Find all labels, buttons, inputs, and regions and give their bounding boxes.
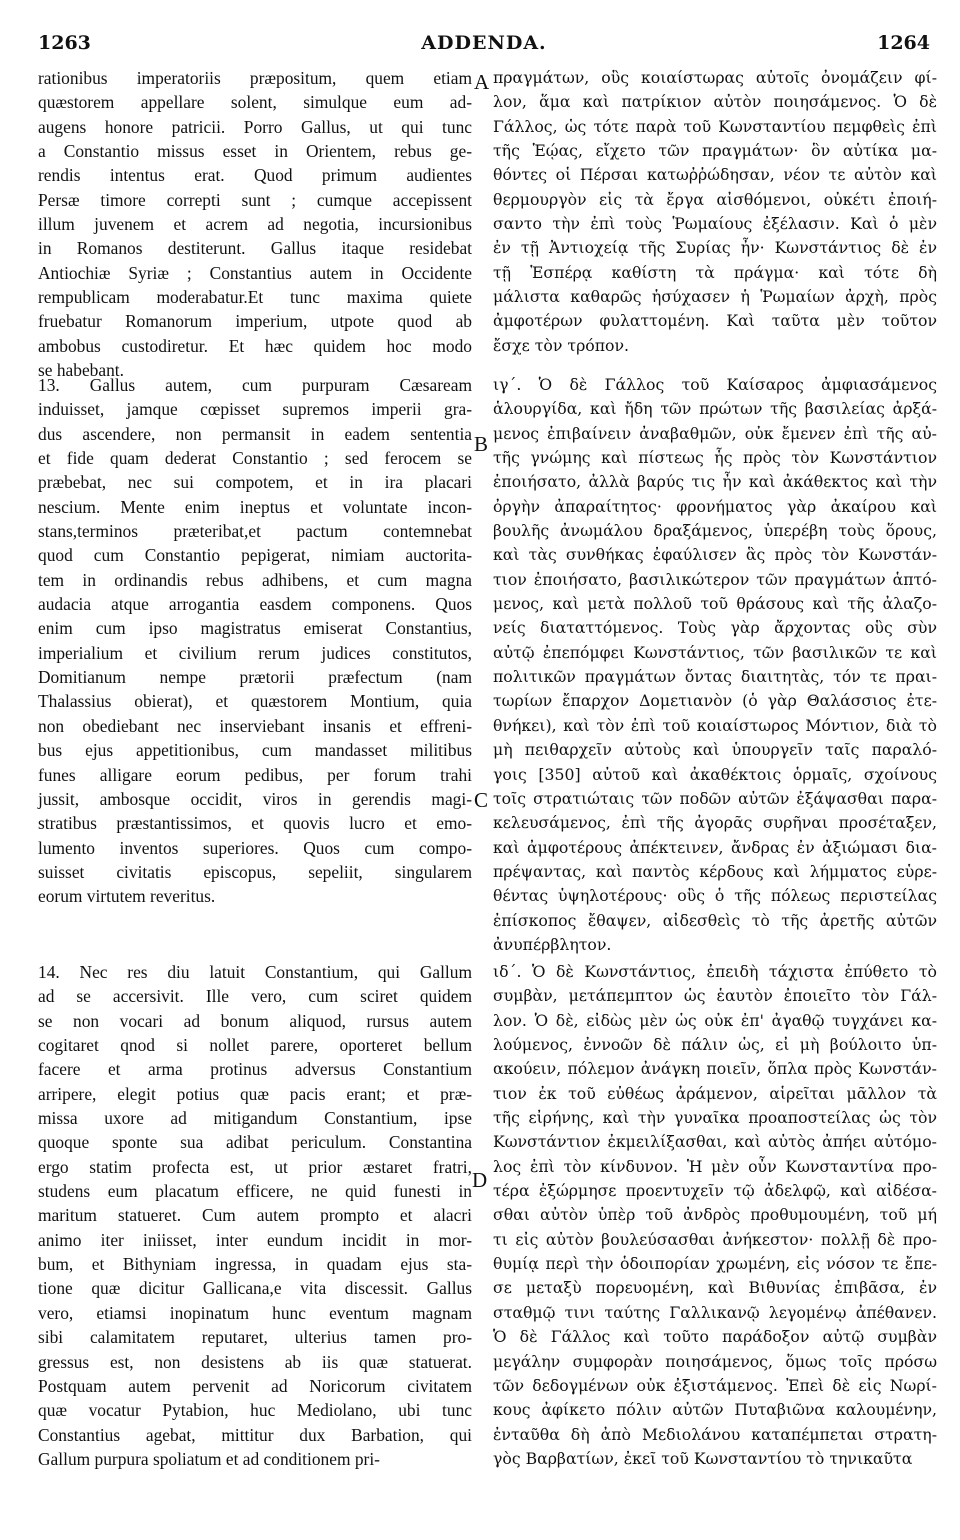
page-header — [38, 32, 930, 58]
latin-line: gressus est, non desistens ab iis quæ statuerat. — [38, 1351, 472, 1372]
latin-line: Constantius agebat, mittitur dux Barbation, qui — [38, 1424, 472, 1445]
greek-line: λούμενος, ἐννοῶν δὲ πάλιν ὡς, εἰ μὴ βούλοιτο ὑπ- — [493, 1035, 937, 1055]
greek-line: ιγ´. Ὁ δὲ Γάλλος τοῦ Καίσαρος ἀμφιασάμενος — [493, 375, 937, 394]
greek-line: τῇ Ἑσπέρᾳ καθίστη τὰ πράγμα· καὶ τότε δὴ — [493, 262, 937, 282]
greek-line: τιον ἐκ τοῦ εὐθέως ἀράμενον, αἱρεῖται μᾶλλον τὰ — [493, 1083, 937, 1103]
greek-line: τωρίων ἔπαρχον Δομετιανὸν (ὁ γὰρ Θαλάσσιος ἐτε- — [493, 691, 937, 711]
greek-line: λον, ἅμα καὶ πατρίκιον αὐτὸν ποιησάμενος. Ὁ δὲ — [493, 92, 937, 112]
latin-line: jussit, ambosque occidit, viros in gerendis magi- — [38, 788, 472, 809]
latin-line: stans,terminos præteribat,et pactum contemnebat — [38, 521, 472, 542]
latin-line: tem in ordinandis rebus adhibens, et cum magna — [38, 569, 472, 590]
greek-line: μενος, καὶ μετὰ πολλοῦ τοῦ θράσους καὶ τῆς ἀλαζο- — [493, 594, 937, 614]
latin-line: fruebatur Romanorum imperium, utpote quod ab — [38, 311, 472, 332]
latin-line: missa uxore ad mitigandum Constantium, ipse — [38, 1108, 472, 1129]
latin-line: ambobus custodiretur. Et hæc quidem hoc modo — [38, 335, 472, 356]
latin-line: arripere, elegit potius quæ pacis erant; et præ- — [38, 1083, 472, 1104]
greek-column-block-1 — [493, 66, 937, 358]
greek-line: ἐν τῇ Ἀντιοχείᾳ τῆς Συρίας ἦν· Κωνστάντιος δὲ ἐν — [493, 238, 937, 258]
latin-line: sibi calamitatem reputaret, ulterius tamen pro- — [38, 1327, 472, 1348]
latin-line: dus ascendere, non permansit in eadem sententia — [38, 423, 472, 444]
latin-line: cogitaret qnod si nollet parere, oporteret bellum — [38, 1035, 472, 1056]
latin-line: Gallum purpura spoliatum et ad conditionem pri- — [38, 1448, 380, 1469]
greek-line: ἀμφοτέρων φυλαττομένη. Καὶ ταῦτα μὲν τοῦτον — [493, 311, 937, 331]
latin-line: funes alligare eorum pedibus, per forum trahi — [38, 764, 472, 785]
greek-line: θόντες οἱ Πέρσαι κατωῤῥώδησαν, νέον τε αὐτὸν καὶ — [493, 165, 937, 185]
latin-line: se non vocari ad bonum aliquod, rursus autem — [38, 1010, 472, 1031]
latin-line: eorum virtutem reveritus. — [38, 886, 216, 907]
latin-column-block-1 — [38, 66, 472, 382]
greek-line: πραγμάτων, οὓς κοιαίστωρας αὐτοῖς ὀνομάζειν φί- — [493, 68, 937, 87]
latin-line: illum juvenem et acrem ad negotia, incursionibus — [38, 214, 472, 235]
latin-line: Postquam autem pervenit ad Noricorum civitatem — [38, 1375, 472, 1396]
greek-line: Γάλλος, ὡς τότε παρὰ τοῦ Κωνσταντίου πεμφθεὶς ἐπὶ — [493, 116, 937, 136]
greek-line: καὶ τὰς συνθήκας ἐφαύλισεν ἃς πρὸς τὸν Κωνστάν- — [493, 545, 937, 565]
latin-line: nescium. Mente enim ineptus et voluntate incon- — [38, 496, 472, 517]
greek-column-block-2 — [493, 373, 937, 957]
greek-line: θέντας ὑψηλοτέρους· οὓς ὁ τῆς πόλεως περιστείλας — [493, 886, 937, 906]
greek-line: μὴ πειθαρχεῖν αὐτοὺς καὶ ὑπουργεῖν ταῖς παραλό- — [493, 740, 937, 760]
latin-line: ad se accersivit. Ille vero, cum sciret quidem — [38, 986, 472, 1007]
greek-line: τῶν δεδογμένων οὐκ ἐξιστάμενος. Ἐπεὶ δὲ εἰς Νωρί- — [493, 1375, 937, 1395]
latin-line: induisset, jamque cœpisset supremos imperii gra- — [38, 399, 472, 420]
greek-line: ἐποιήσατο, ἀλλὰ βαρύς τις ἦν καὶ ἀκάθεκτος καὶ τὴν — [493, 472, 937, 492]
margin-marker-a: A — [474, 70, 490, 94]
latin-line: 13. Gallus autem, cum purpuram Cæsaream — [38, 375, 472, 395]
greek-line: θερμουργὸν εἰς τὰ ἔργα αἰσθόμενοι, οὐκέτι ἐποιή- — [493, 189, 937, 209]
latin-line: rationibus imperatoriis præpositum, quem etiam — [38, 68, 472, 88]
greek-line: βουλῆς ἀνωμάλου δραξάμενος, ὑπερέβη τοὺς ὅρους, — [493, 521, 937, 541]
latin-line: enim cum ipso magistratus emiserat Constantius, — [38, 618, 472, 639]
running-title: ADDENDA. — [421, 32, 547, 54]
greek-line: τοῖς στρατιώταις τῶν ποδῶν αὐτῶν ἐξάψασθαι παρα- — [493, 788, 937, 808]
greek-line: νείς διαταττόμενος. Τοὺς γὰρ ἄρχοντας οὓς σὺν — [493, 618, 937, 638]
greek-line: ἐνταῦθα δὴ ἀπὸ Μεδιολάνου καταπέμπεται στρατη- — [493, 1424, 937, 1444]
latin-line: Persæ timore correpti sunt ; cumque accepissent — [38, 189, 472, 210]
greek-line: τέρα ἐξώρμησε προεντυχεῖν τῷ ἀδελφῷ, καὶ αἰδέσα- — [493, 1181, 937, 1201]
latin-line: 14. Nec res diu latuit Constantium, qui Gallum — [38, 962, 472, 982]
greek-line: κους ἀφίκετο πόλιν αὐτῶν Πυταβιῶνα καλουμένην, — [493, 1400, 937, 1420]
greek-line: τῆς εἰρήνης, καὶ τὴν γυναῖκα προαποστείλας ὡς τὸν — [493, 1108, 937, 1128]
greek-line: συμβὰν, μετάπεμπτον ὡς ἑαυτὸν ἐποιεῖτο τὸν Γάλ- — [493, 986, 937, 1006]
latin-line: maritum statueret. Cum autem prompto et alacri — [38, 1205, 472, 1226]
latin-line: Thalassius obierat), et quæstorem Montium, quia — [38, 691, 472, 712]
margin-marker-c: C — [474, 788, 489, 812]
latin-line: non obediebant nec inserviebant insanis et effreni- — [38, 715, 472, 736]
greek-line: αὐτῷ ἐπεπόμφει Κωνστάντιος, τῶν βασιλικῶν τε καὶ — [493, 642, 937, 662]
page-number-right: 1264 — [877, 32, 930, 54]
greek-line: ιδ´. Ὁ δὲ Κωνστάντιος, ἐπειδὴ τάχιστα ἐπύθετο τὸ — [493, 962, 937, 981]
greek-line: θυμίᾳ περὶ τὴν ὁδοιπορίαν χρωμένη, εἰς νόσον τε ἔπε- — [493, 1254, 937, 1274]
greek-line: ὀργὴν ἀπαραίτητος· φρονήματος γὰρ ἀκαίρου καὶ — [493, 496, 937, 516]
page-number-left: 1263 — [38, 32, 91, 54]
greek-line: θνήκει), καὶ τὸν ἐπὶ τοῦ κοιαίστωρος Μόντιον, διὰ τὸ — [493, 715, 937, 735]
latin-line: in Romanos destiterunt. Gallus itaque residebat — [38, 238, 472, 259]
latin-column-block-3 — [38, 960, 472, 1471]
greek-line: σταθμῷ τινι ταύτης Γαλλικανῷ λεγομένῳ ἀπέθανεν. — [493, 1302, 937, 1322]
greek-line: λον. Ὁ δὲ, εἰδὼς μὲν ὡς οὐκ ἐπ' ἀγαθῷ τυγχάνει κα- — [493, 1010, 937, 1030]
latin-line: Domitianum nempe prætorii præfectum (nam — [38, 667, 472, 688]
latin-line: bum, et Bithyniam ingressa, in quadam ejus sta- — [38, 1254, 472, 1275]
latin-line: ergo statim profecta est, ut prior æstaret fratri, — [38, 1156, 472, 1177]
latin-line: suisset civitatis episcopus, sepeliit, singularem — [38, 861, 472, 882]
greek-line: καὶ ἀμφοτέρους ἀπέκτεινεν, ἄνδρας ἐν ἀξιώμασι δια- — [493, 837, 937, 857]
latin-line: stratibus præstantissimos, et quovis lucro et emo- — [38, 813, 472, 834]
latin-column-block-2 — [38, 373, 472, 909]
greek-line: κελευσάμενος, ἐπὶ τῆς ἀγορᾶς συρῆναι προσέταξεν, — [493, 813, 937, 833]
latin-line: quoque sponte sua adibat periculum. Constantina — [38, 1132, 472, 1153]
latin-line: et fide quam dederat Constantio ; sed ferocem se — [38, 448, 472, 469]
greek-line: γοις [350] αὐτοῦ καὶ ἀκαθέκτοις ὁρμαῖς, σχοίνους — [493, 764, 937, 784]
greek-line: σαντο τὴν ἐπὶ τοὺς Ῥωμαίους ἐξέλασιν. Καὶ ὁ μὲν — [493, 214, 937, 234]
greek-line: τῆς γνώμης καὶ πίστεως ἧς πρὸς τὸν Κωνστάντιον — [493, 448, 937, 468]
latin-line: quod cum Constantio pepigerat, nimiam auctorita- — [38, 545, 472, 566]
greek-line: πολιτικῶν πραγμάτων ὄντας διαιτητὰς, τόν τε πραι- — [493, 667, 937, 687]
latin-line: facere et arma protinus adversus Constantium — [38, 1059, 472, 1080]
margin-marker-d: D — [472, 1168, 488, 1192]
latin-line: studens eum placatum efficere, ne quid funesti in — [38, 1181, 472, 1202]
latin-line: se habebant. — [38, 360, 124, 381]
latin-line: audacia atque arrogantia easdem componens. Quos — [38, 594, 472, 615]
greek-column-block-3 — [493, 960, 937, 1471]
latin-line: tione quæ dicitur Gallicana,e vita discessit. Gallus — [38, 1278, 472, 1299]
greek-line: Κωνστάντιον ἐκμειλίξασθαι, καὶ αὐτὸς ἀπήει αὐτόμο- — [493, 1132, 937, 1152]
greek-line: ακούειν, πόλεμον ἀνάγκη ποιεῖν, ὅπλα πρὸς Κωνστάν- — [493, 1059, 937, 1079]
latin-line: bus ejus appetitionibus, cum mandasset militibus — [38, 740, 472, 761]
greek-line: πρέψαντας, καὶ παντὸς κέρδους καὶ λήμματος εὑρε- — [493, 861, 937, 881]
latin-line: imperialium et civilium rerum judices constitutos, — [38, 642, 472, 663]
latin-line: Antiochiæ Syriæ ; Constantius autem in Occidente — [38, 262, 472, 283]
latin-line: rendis intentus erat. Quod primum audientes — [38, 165, 472, 186]
latin-line: lumento inventos superiores. Quos cum compo- — [38, 837, 472, 858]
greek-line: Ὁ δὲ Γάλλος καὶ τοῦτο παράδοξον αὐτῷ συμβὰν — [493, 1327, 937, 1347]
greek-line: τῆς Ἑῴας, εἴχετο τῶν πραγμάτων· ὃν αὐτίκα μα- — [493, 141, 937, 161]
latin-line: quæ vocatur Pytabion, huc Mediolano, ubi tunc — [38, 1400, 472, 1421]
latin-line: quæstorem appellare solent, simulque eum ad- — [38, 92, 472, 113]
greek-line: ἁλουργίδα, καὶ ἤδη τῶν πρώτων τῆς βασιλείας ἀρξά- — [493, 399, 937, 419]
margin-marker-b: B — [474, 432, 489, 456]
latin-line: animo iter iniisset, inter eundum incidit in mor- — [38, 1229, 472, 1250]
greek-line: σε μεταξὺ πορευομένη, καὶ Βιθυνίας ἐπιβᾶσα, ἐν — [493, 1278, 937, 1298]
latin-line: vero, etiamsi inopinatum hunc eventum magnam — [38, 1302, 472, 1323]
latin-line: a Constantio missus esset in Orientem, rebus ge- — [38, 141, 472, 162]
greek-line: μεγάλην συμφορὰν ποιησάμενος, ὅμως τοῖς πρόσω — [493, 1351, 937, 1371]
latin-line: augens honore patricii. Porro Gallus, ut qui tunc — [38, 116, 472, 137]
greek-line: λος ἐπὶ τὸν κίνδυνον. Ἡ μὲν οὖν Κωνσταντίνα προ- — [493, 1156, 937, 1176]
greek-line: γὸς Βαρβατίων, ἐκεῖ τοῦ Κωνσταντίου τὸ τηνικαῦτα — [493, 1448, 913, 1468]
greek-line: ἀνυπέρβλητον. — [493, 934, 612, 954]
greek-line: τιον ἐποιήσατο, βασιλικώτερον τῶν πραγμάτων ἁπτό- — [493, 569, 937, 589]
greek-line: μάλιστα καθαρῶς ἡσύχασεν ἡ Ῥωμαίων ἀρχὴ, πρὸς — [493, 287, 937, 307]
latin-line: præbebat, nec sui compotem, et in ira placari — [38, 472, 472, 493]
greek-line: ἐπίσκοπος ἔθαψεν, αἰδεσθεὶς τὸ τῆς ἀρετῆς αὐτῶν — [493, 910, 937, 930]
latin-line: rempublicam moderabatur.Et tunc maxima quiete — [38, 287, 472, 308]
greek-line: τι εἰς αὐτὸν βουλεύσασθαι ἀνήκεστον· πολλῇ δὲ προ- — [493, 1229, 937, 1249]
greek-line: ἔσχε τὸν τρόπον. — [493, 335, 630, 355]
greek-line: μενος ἐπιβαίνειν ἀναβαθμῶν, οὐκ ἔμενεν ἐπὶ τῆς αὐ- — [493, 423, 937, 443]
greek-line: σθαι αὐτὸν ὑπὲρ τοῦ ἀνδρὸς προθυμουμένη, τοῦ μή — [493, 1205, 937, 1225]
